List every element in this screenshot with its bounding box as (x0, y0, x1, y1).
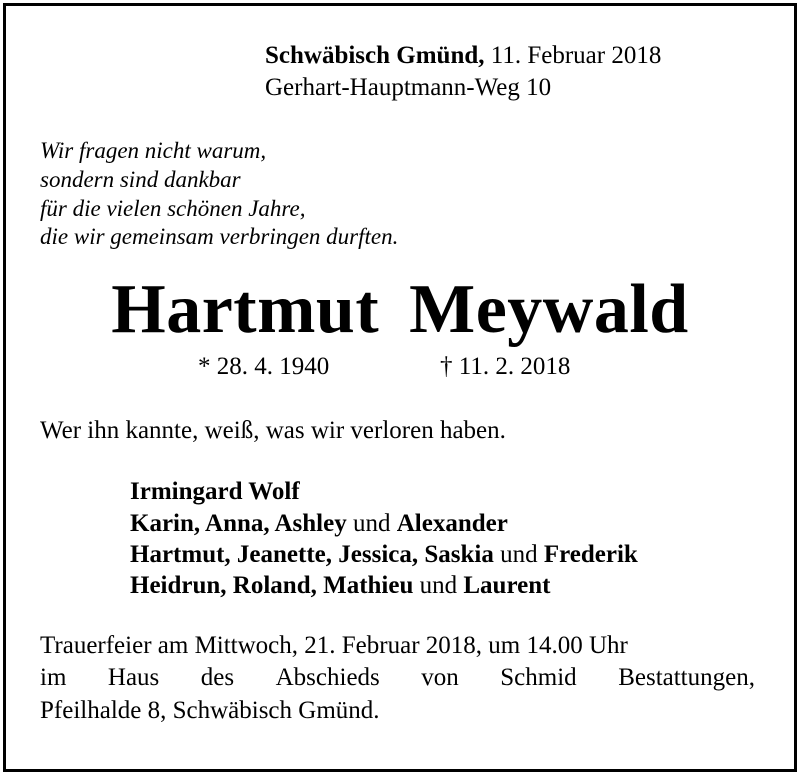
death-date: † 11. 2. 2018 (440, 353, 571, 380)
quote-line-4: die wir gemeinsam verbringen durften. (40, 224, 399, 249)
memorial-saying: Wer ihn kannte, weiß, was wir verloren haben. (40, 417, 506, 444)
header-place-date (265, 42, 661, 70)
mourners-line-4 (130, 572, 550, 600)
conjunction: und (346, 510, 397, 537)
header-place: Schwäbisch Gmünd, (265, 42, 485, 69)
mourners-line-2 (130, 510, 508, 538)
header-date: 11. Februar 2018 (490, 42, 662, 69)
mourner-names: Heidrun, Roland, Mathieu (130, 572, 414, 599)
mourner-names: Frederik (543, 541, 638, 568)
quote-line-1: Wir fragen nicht warum, (40, 138, 267, 163)
mourner-names: Karin, Anna, Ashley (130, 510, 347, 537)
quote-line-2: sondern sind dankbar (40, 167, 241, 192)
conjunction: und (413, 572, 464, 599)
mourners-line-1 (130, 478, 300, 506)
funeral-line-1: Trauerfeier am Mittwoch, 21. Februar 2018, um 14.00 Uhr (40, 632, 628, 659)
funeral-word: des (200, 664, 235, 691)
mourners-line-3 (130, 541, 638, 569)
quote-line-3: für die vielen schönen Jahre, (40, 196, 306, 221)
funeral-word: von (421, 664, 459, 691)
funeral-word: Schmid (500, 664, 577, 691)
funeral-word: Bestattungen, (618, 664, 755, 691)
birth-date: * 28. 4. 1940 (198, 353, 330, 380)
mourner-names: Laurent (463, 572, 551, 599)
mourner-names: Hartmut, Jeanette, Jessica, Saskia (130, 541, 494, 568)
conjunction: und (493, 541, 544, 568)
deceased-name (0, 270, 800, 350)
funeral-line-3: Pfeilhalde 8, Schwäbisch Gmünd. (40, 697, 380, 724)
mourner-names: Irmingard Wolf (130, 478, 300, 505)
funeral-word: Haus (107, 664, 160, 691)
funeral-word: im (40, 664, 67, 691)
deceased-first-name: Hartmut (111, 271, 380, 348)
header-address: Gerhart-Hauptmann-Weg 10 (265, 74, 552, 101)
mourner-names: Alexander (396, 510, 508, 537)
funeral-word: Abschieds (275, 664, 380, 691)
funeral-line-2 (40, 664, 755, 692)
deceased-last-name: Meywald (409, 271, 689, 348)
